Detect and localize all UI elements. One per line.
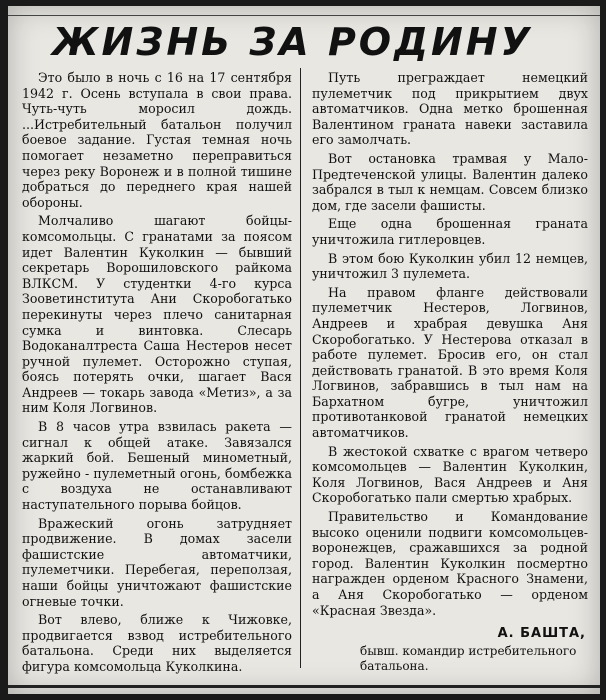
paragraph: Правительство и Командование высоко оценили подвиги комсомольцев-воронежцев, сражавшихся за родной город. Валентин Куколкин посмертно награжден орденом Красного Знамени, а Аня Скоробогатько — орденом «Красная Звезда». bbox=[312, 509, 588, 618]
paragraph: Вражеский огонь затрудняет продвижение. В домах засели фашистские автоматчики, пулеметчики. Перебегая, переползая, наши бойцы уничтожают фашистские огневые точки. bbox=[22, 515, 292, 609]
article-title: ЖИЗНЬ ЗА РОДИНУ bbox=[52, 20, 533, 64]
paragraph: Это было в ночь с 16 на 17 сентября 1942 г. Осень вступала в свои права. Чуть-чуть моросил дождь. ...Истребительный батальон получил боевое задание. Густая темная ночь помогает незаметно переправиться через реку Воронеж и в полной тишине добраться до переднего края нашей обороны. bbox=[22, 70, 292, 210]
paragraph: В 8 часов утра взвилась ракета — сигнал к общей атаке. Завязался жаркий бой. Бешеный минометный, ружейно - пулеметный огонь, бомбежка с воздуха не останавливают наступательного порыва бойцов. bbox=[22, 419, 292, 513]
paragraph: Еще одна брошенная граната уничтожила гитлеровцев. bbox=[312, 216, 588, 247]
column-divider bbox=[300, 68, 301, 668]
paragraph: В этом бою Куколкин убил 12 немцев, уничтожил 3 пулемета. bbox=[312, 250, 588, 282]
author-role: бывш. командир истребительного батальона. bbox=[360, 644, 577, 673]
bottom-divider bbox=[8, 685, 600, 688]
paragraph: Путь преграждает немецкий пулеметчик под прикрытием двух автоматчиков. Одна метко брошенная Валентином граната навеки заставила его замолчать. bbox=[312, 70, 588, 148]
author-signature: А. БАШТА, bbox=[497, 626, 586, 641]
paragraph: Вот остановка трамвая у Мало-Предтеченской улицы. Валентин далеко забрался в тыл к немцам. Совсем близко дом, где засели фашисты. bbox=[312, 150, 588, 213]
newspaper-clipping bbox=[8, 6, 600, 694]
header-strip bbox=[8, 6, 600, 16]
right-column bbox=[312, 70, 588, 621]
paragraph: Вот влево, ближе к Чижовке, продвигается взвод истребительного батальона. Среди них выделяется фигура комсомольца Куколкина. bbox=[22, 612, 292, 674]
left-column bbox=[22, 70, 292, 678]
paragraph: Молчаливо шагают бойцы-комсомольцы. С гранатами за поясом идет Валентин Куколкин — бывший секретарь Ворошиловского райкома ВЛКСМ. У студентки 4-го курса Зооветинститута Ани Скоробогатько перекинуты через плечо санитарная сумка и винтовка. Слесарь Водоканалтреста Саша Нестеров несет ручной пулемет. Осторожно ступая, боясь потерять очки, шагает Вася Андреев — токарь завода «Метиз», а за ним Коля Логвинов. bbox=[22, 213, 292, 416]
paragraph: На правом фланге действовали пулеметчик Нестеров, Логвинов, Андреев и храбрая девушка Аня Скоробогатько. У Нестерова отказал в работе пулемет. Бросив его, он стал действовать гранатой. В это время Коля Логвинов, забравшись в тыл нам на Бархатном бугре, уничтожил противотанковой гранатой немецких автоматчиков. bbox=[312, 284, 588, 441]
paragraph: В жестокой схватке с врагом четверо комсомольцев — Валентин Куколкин, Коля Логвинов, Вася Андреев и Аня Скоробогатько пали смертью храбрых. bbox=[312, 443, 588, 506]
